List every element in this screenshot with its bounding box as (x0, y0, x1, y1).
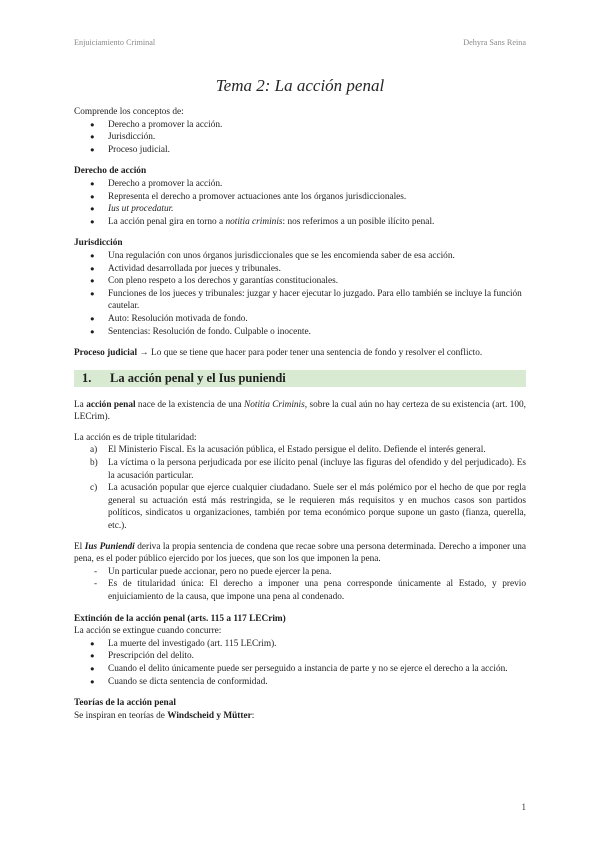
heading-extincion: Extinción de la acción penal (arts. 115 a 117 LECrim) (74, 613, 286, 624)
teorias-paragraph: Se inspiran en teorías de Windscheid y Mütter: (74, 710, 255, 721)
list-item: - Es de titularidad única: El derecho a imponer una pena corresponde únicamente al Estado, y previo enjuiciamiento de la causa, que impone una pena al condenado. (74, 578, 526, 603)
intro-lead: Comprende los conceptos de: (74, 107, 184, 117)
section-title: La acción penal y el Ius puniendi (110, 370, 286, 385)
heading-derecho-accion: Derecho de acción (74, 166, 147, 177)
list-item: ● Actividad desarrollada por jueces y tribunales. (74, 263, 526, 276)
list-item: c) La acusación popular que ejerce cualquier ciudadano. Suele ser el más polémico por el hecho de que por regla general su actuación está más restringida, se le requieren más requisitos y en muchos casos son partidos políticos, sindicatos u organizaciones, también por tema económico porque supone un gasto (fianza, querella, etc.). (90, 483, 526, 532)
extincion-list (74, 638, 526, 688)
list-item: ● Representa el derecho a promover actuaciones ante los órganos jurisdiccionales. (74, 191, 526, 204)
list-item: ● Jurisdicción. (74, 131, 526, 144)
proceso-judicial-paragraph: Proceso judicial → Lo que se tiene que hacer para poder tener una sentencia de fondo y resolver el conflicto. (74, 348, 483, 359)
intro-list (74, 119, 526, 157)
list-item: ● Derecho a promover la acción. (74, 119, 526, 132)
titularidad-list (74, 444, 526, 532)
list-item: b) La víctima o la persona perjudicada por ese ilícito penal (incluye las figuras del ofendido y del perjudicado). Es la acusación particular. (90, 458, 526, 481)
list-item: ● La acción penal gira en torno a notitia criminis: nos referimos a un posible ilícito penal. (74, 216, 526, 229)
latin-term: Ius ut procedatur. (108, 204, 174, 215)
list-item (74, 203, 526, 216)
list-item: ● Cuando se dicta sentencia de conformidad. (74, 676, 526, 689)
list-item: ● Funciones de los jueces y tribunales: juzgar y hacer ejecutar lo juzgado. Para ello también se incluye la función cautelar. (74, 288, 526, 313)
derecho-list (74, 178, 526, 228)
list-item: - Un particular puede accionar, pero no puede ejercer la pena. (74, 566, 526, 579)
jurisdiccion-list (74, 250, 526, 338)
list-item: ● Una regulación con unos órganos jurisdiccionales que se les encomienda saber de esa acción. (74, 250, 526, 263)
list-item: ● Sentencias: Resolución de fondo. Culpable o inocente. (74, 326, 526, 339)
list-item: ● Auto: Resolución motivada de fondo. (74, 313, 526, 326)
list-item: ● Cuando el delito únicamente puede ser perseguido a instancia de parte y no se ejerce el derecho a la acción. (74, 663, 526, 676)
list-item: ● Prescripción del delito. (74, 650, 526, 663)
proceso-judicial-label: Proceso judicial (74, 348, 138, 359)
document-body (74, 106, 526, 722)
list-item: ● Con pleno respeto a los derechos y garantías constitucionales. (74, 275, 526, 288)
heading-jurisdiccion: Jurisdicción (74, 238, 123, 249)
list-item: ● La muerte del investigado (art. 115 LECrim). (74, 638, 526, 651)
list-item: a) El Ministerio Fiscal. Es la acusación pública, el Estado persigue el delito. Defiende el interés general. (90, 445, 486, 456)
latin-term: notitia criminis (225, 216, 283, 227)
heading-teorias: Teorías de la acción penal (74, 698, 176, 709)
page-number: 1 (521, 802, 526, 812)
section-number: 1. (82, 370, 92, 385)
extincion-lead: La acción se extingue cuando concurre: (74, 626, 222, 637)
page-title: Tema 2: La acción penal (215, 76, 385, 95)
running-header-left: Enjuiciamiento Criminal (74, 38, 156, 47)
running-header-right: Dehyra Sans Reina (463, 38, 526, 47)
list-item: ● Proceso judicial. (74, 144, 526, 157)
list-item: ● Derecho a promover la acción. (74, 178, 526, 191)
section-heading-1 (74, 370, 526, 387)
titularidad-lead: La acción es de triple titularidad: (74, 432, 197, 443)
ius-puniendi-list (74, 566, 526, 604)
ius-puniendi-paragraph: El Ius Puniendi deriva la propia sentencia de condena que recae sobre una persona determinada. Derecho a imponer una pena, es el poder público ejercido por los jueces, que son los que imponen la pena. (74, 541, 526, 565)
accion-penal-paragraph: La acción penal nace de la existencia de una Notitia Criminis, sobre la cual aún no hay certeza de su existencia (art. 100, LECrim). (74, 399, 526, 423)
